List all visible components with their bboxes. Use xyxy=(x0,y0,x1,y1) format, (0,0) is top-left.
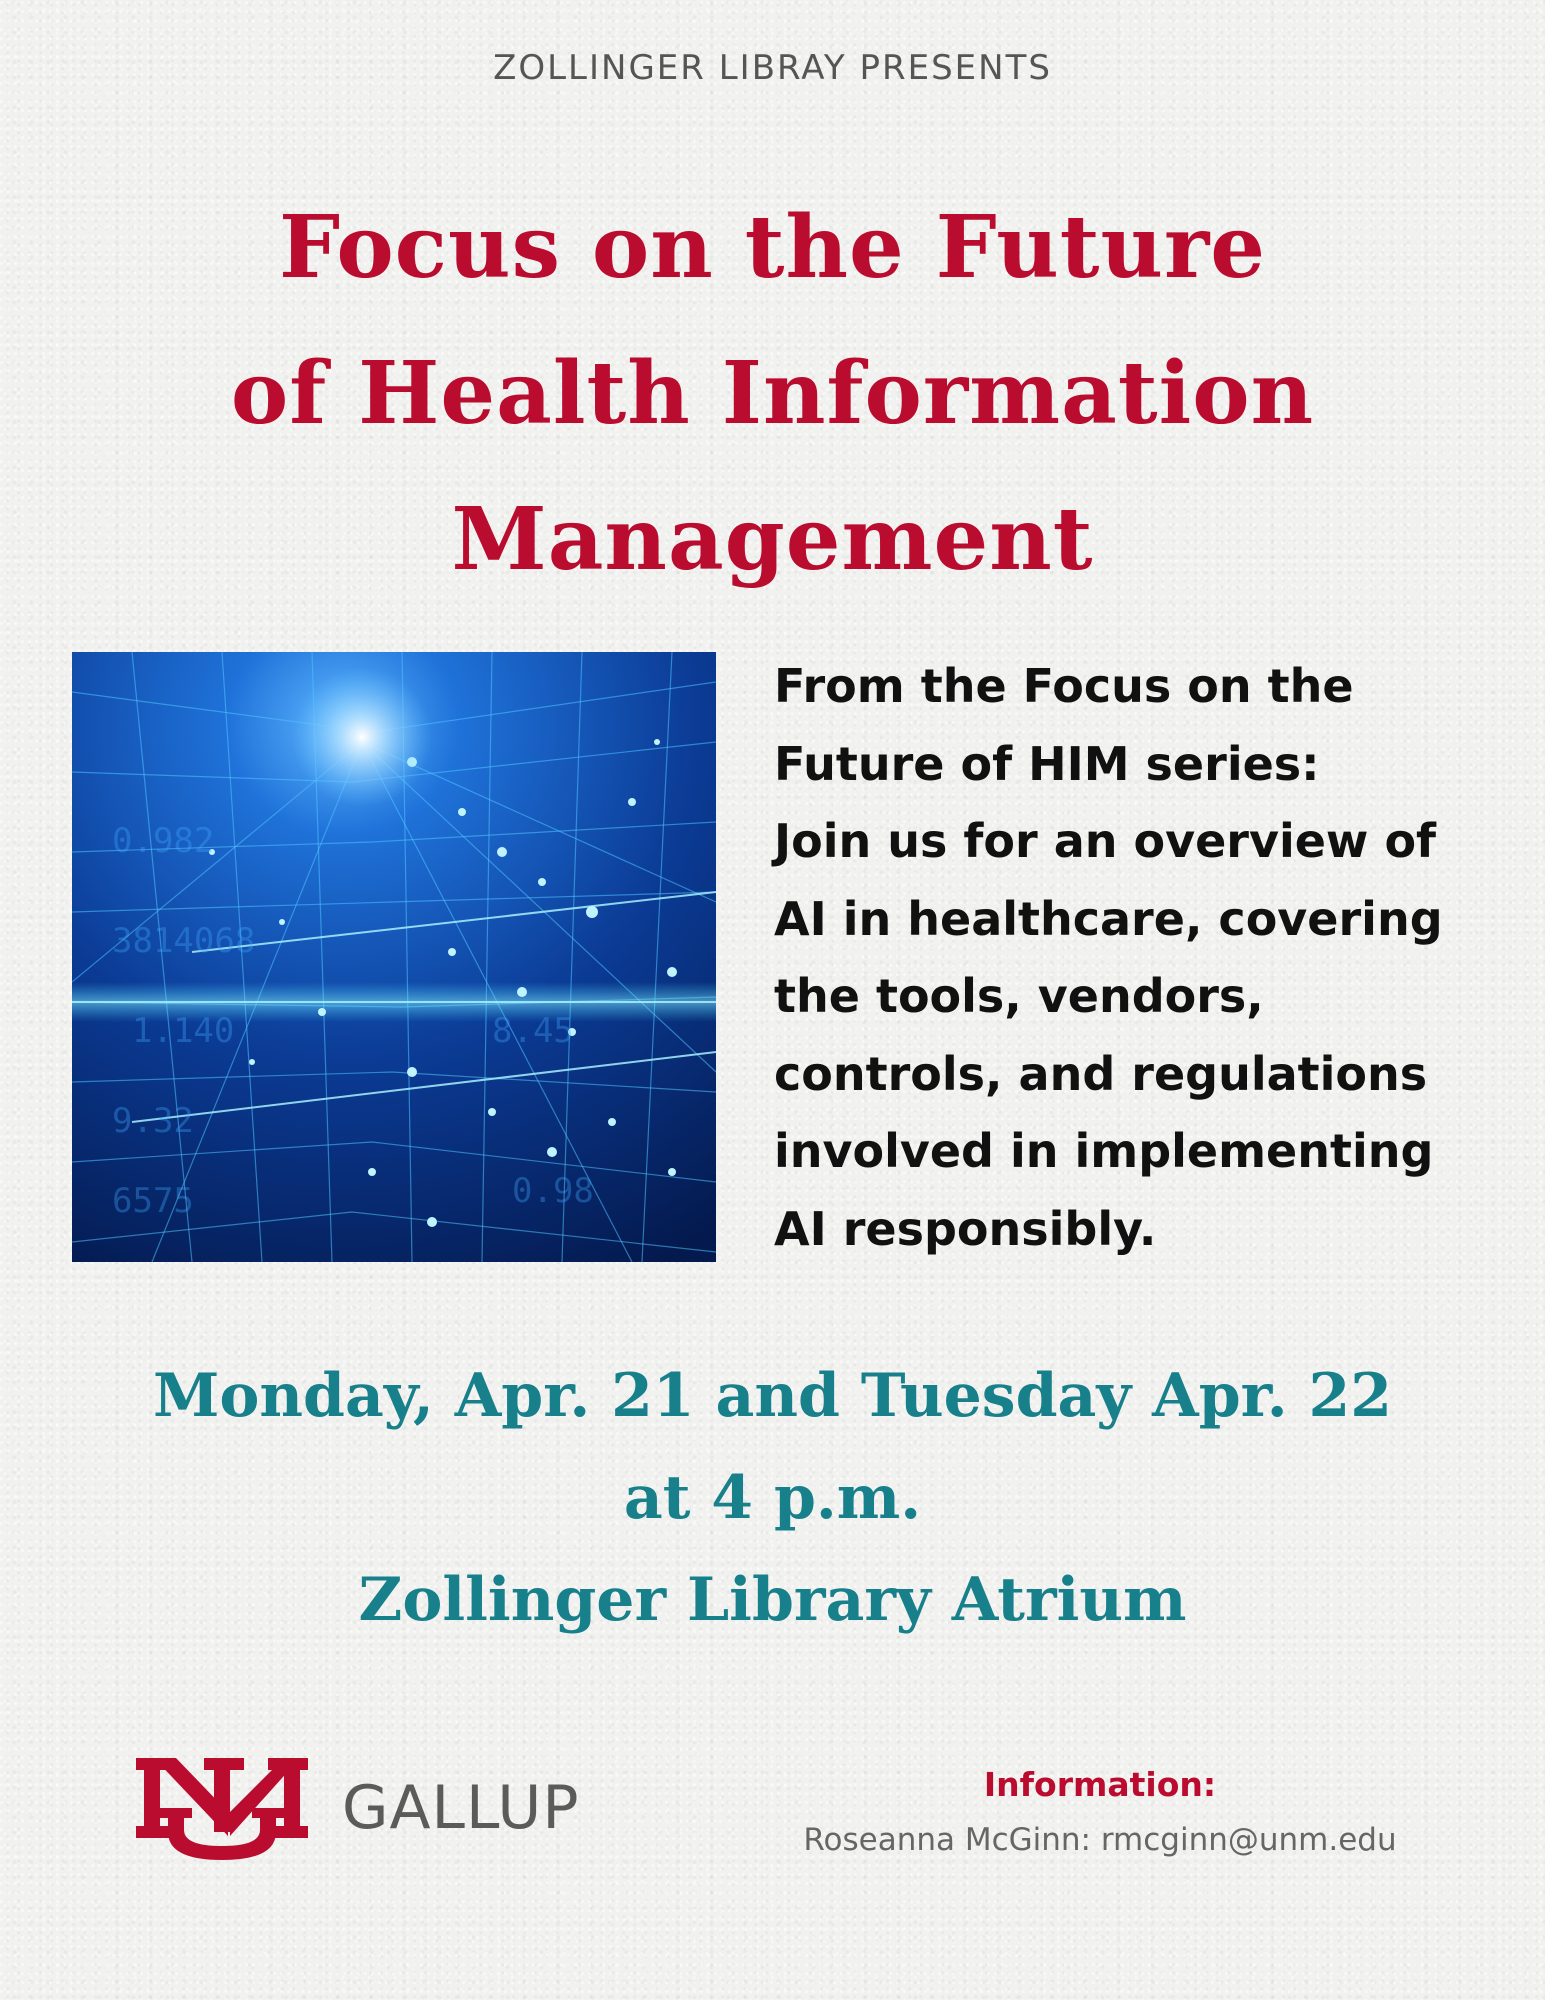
digital-network-image xyxy=(72,652,716,1262)
description-line: the tools, vendors, xyxy=(774,969,1264,1023)
event-details xyxy=(0,1345,1545,1651)
description-line: controls, and regulations xyxy=(774,1046,1428,1101)
title-line: Management xyxy=(451,489,1094,590)
gallup-wordmark: GALLUP xyxy=(342,1773,580,1843)
info-contact: Roseanna McGinn: rmcginn@unm.edu xyxy=(803,1822,1397,1858)
presenter-heading: ZOLLINGER LIBRAY PRESENTS xyxy=(493,48,1052,88)
info-label: Information: xyxy=(983,1765,1217,1804)
event-title xyxy=(40,175,1505,613)
description-line: involved in implementing xyxy=(774,1124,1434,1178)
event-time: at 4 p.m. xyxy=(623,1463,922,1533)
title-line: of Health Information xyxy=(230,343,1315,444)
svg-text:3814068: 3814068 xyxy=(112,921,256,961)
svg-text:8.45: 8.45 xyxy=(492,1011,574,1051)
title-line: Focus on the Future xyxy=(278,197,1267,298)
event-description xyxy=(774,648,1494,1268)
description-line: Join us for an overview of xyxy=(774,814,1437,868)
svg-text:9.32: 9.32 xyxy=(112,1101,194,1141)
svg-text:0.98: 0.98 xyxy=(512,1171,594,1211)
svg-text:1.140: 1.140 xyxy=(132,1011,235,1051)
event-dates: Monday, Apr. 21 and Tuesday Apr. 22 xyxy=(152,1361,1393,1431)
description-line: Future of HIM series: xyxy=(774,736,1320,791)
unm-logo-icon xyxy=(132,1752,312,1864)
description-line: AI responsibly. xyxy=(774,1201,1157,1256)
description-line: From the Focus on the xyxy=(774,659,1354,713)
svg-text:0.982: 0.982 xyxy=(112,821,215,861)
event-location: Zollinger Library Atrium xyxy=(358,1565,1187,1635)
svg-text:6575: 6575 xyxy=(112,1181,194,1221)
description-line: AI in healthcare, covering xyxy=(774,891,1443,946)
